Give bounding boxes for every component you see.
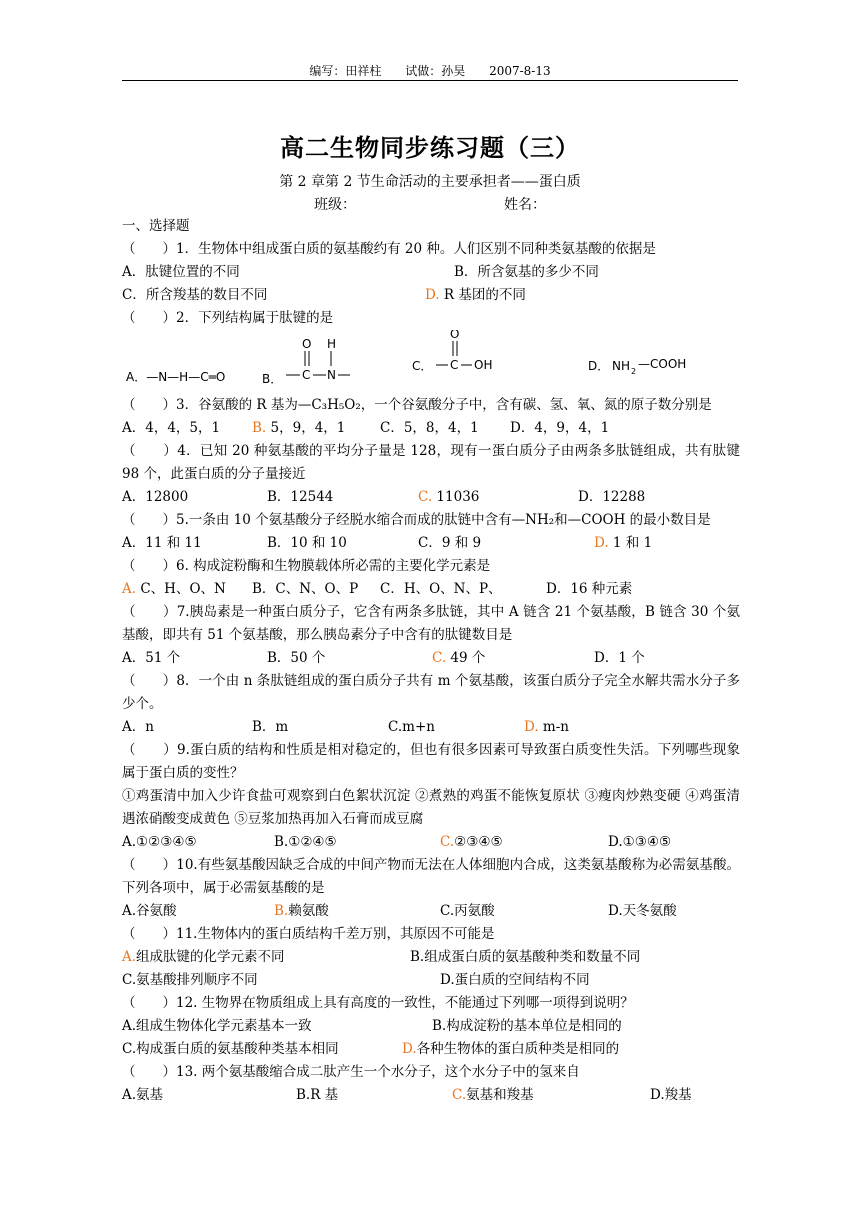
q7-answer-letter: C.: [432, 650, 447, 666]
q9-option-a: A.①②③④⑤: [122, 834, 197, 850]
q9-option-b: B.①②④⑤: [274, 834, 337, 850]
q7-option-d: D．1 个: [594, 650, 645, 666]
q12-answer-letter: D.: [402, 1041, 417, 1057]
q4-options: [122, 486, 740, 509]
q11-option-d: D.蛋白质的空间结构不同: [440, 972, 590, 988]
class-label: 班级：: [314, 197, 356, 213]
q6-stem: （ ）6. 构成淀粉酶和生物膜载体所必需的主要化学元素是: [122, 558, 491, 574]
q2-b-nitrogen: N: [327, 368, 336, 382]
q1-options-row1: [122, 261, 740, 284]
q12-option-b: B.构成淀粉的基本单位是相同的: [432, 1018, 622, 1034]
q2-b-oxygen: O: [302, 337, 312, 351]
q10-option-d: D.天冬氨酸: [608, 903, 677, 919]
q2-d-carboxyl: —COOH: [638, 357, 687, 371]
q13-option-c: C.氨基和羧基: [452, 1087, 534, 1103]
header-tester: 试做：孙昊: [405, 64, 466, 78]
page-header: [122, 62, 738, 80]
q5-option-d: D. 1 和 1: [594, 535, 653, 551]
q10-option-a: A.谷氨酸: [122, 903, 177, 919]
q12-option-a: A.组成生物体化学元素基本一致: [122, 1018, 312, 1034]
q2-option-d-label: D．: [588, 359, 610, 373]
header-divider: [122, 80, 738, 81]
q4-stem: （ ）4．已知 20 种氨基酸的平均分子量是 128，现有一蛋白质分子由两条多肽链组成，共有肽键 98 个，此蛋白质的分子量接近: [122, 443, 740, 482]
q13-option-d: D.羧基: [650, 1087, 692, 1103]
q9-phenomena: ①鸡蛋清中加入少许食盐可观察到白色絮状沉淀 ②煮熟的鸡蛋不能恢复原状 ③瘦肉炒熟变硬 ④鸡蛋清遇浓硝酸变成黄色 ⑤豆浆加热再加入石膏而成豆腐: [122, 788, 740, 827]
q2-option-b-label: B．: [262, 372, 283, 386]
q11-options-row2: [122, 969, 740, 992]
q8-option-a: A．n: [122, 719, 154, 735]
q2-d-subscript: 2: [631, 367, 637, 376]
q4-option-d: D．12288: [578, 489, 646, 505]
q4-option-a: A．12800: [122, 489, 189, 505]
page-title: 高二生物同步练习题（三）: [280, 133, 580, 162]
name-label: 姓名：: [504, 197, 546, 213]
q7-option-b: B．50 个: [267, 650, 326, 666]
q4-option-b: B．12544: [267, 489, 334, 505]
q3-option-a: A．4，4，5，1: [122, 420, 221, 436]
q1-option-b: B．所含氨基的多少不同: [454, 264, 599, 280]
q6-option-c: C．H、O、N、P、: [380, 581, 502, 597]
q5-options: [122, 532, 740, 555]
question-list: [122, 215, 740, 1107]
q11-option-c: C.氨基酸排列顺序不同: [122, 972, 258, 988]
q11-options-row1: [122, 946, 740, 969]
q7-stem: （ ）7.胰岛素是一种蛋白质分子，它含有两条多肽链，其中 A 链含 21 个氨基酸，B 链含 30 个氨基酸，即共有 51 个氨基酸，那么胰岛素分子中含有的肽键数目是: [122, 604, 740, 643]
q12-options-row1: [122, 1015, 740, 1038]
q2-option-c-label: C．: [412, 359, 433, 373]
q3-option-c: C．5，8，4，1: [380, 420, 479, 436]
q1-answer-letter: D.: [425, 287, 440, 303]
q2-structure-diagrams: [122, 330, 740, 394]
q13-option-b: B.R 基: [296, 1087, 339, 1103]
q5-answer-letter: D.: [594, 535, 609, 551]
q9-answer-letter: C.: [440, 834, 455, 850]
q3-answer-letter: B.: [252, 420, 267, 436]
q13-option-a: A.氨基: [122, 1087, 164, 1103]
q2-b-carbon: C: [302, 368, 311, 382]
q7-options: [122, 647, 740, 670]
q2-option-a: A．—N—H—C═O: [126, 370, 226, 384]
q12-option-c: C.构成蛋白质的氨基酸种类基本相同: [122, 1041, 339, 1057]
q5-stem: （ ）5.一条由 10 个氨基酸分子经脱水缩合而成的肽链中含有—NH₂和—COOH 的最小数目是: [122, 512, 711, 528]
q3-options: [122, 417, 740, 440]
q5-option-c: C．9 和 9: [418, 535, 482, 551]
q4-answer-letter: C.: [418, 489, 433, 505]
q6-option-a: A. C、H、O、N: [122, 581, 226, 597]
q13-stem: （ ）13. 两个氨基酸缩合成二肽产生一个水分子，这个水分子中的氢来自: [122, 1064, 580, 1080]
q10-answer-letter: B.: [274, 903, 289, 919]
header-date: 2007-8-13: [489, 64, 551, 78]
page-subtitle: 第 2 章第 2 节生命活动的主要承担者——蛋白质: [279, 174, 581, 190]
q2-structure-options: [122, 330, 740, 394]
q10-option-c: C.丙氨酸: [440, 903, 495, 919]
section-heading: 一、选择题: [122, 218, 190, 234]
q6-options: [122, 578, 740, 601]
q9-stem: （ ）9.蛋白质的结构和性质是相对稳定的，但也有很多因素可导致蛋白质变性失活。下列哪些现象属于蛋白质的变性？: [122, 742, 740, 781]
q3-stem: （ ）3．谷氨酸的 R 基为—C₃H₅O₂，一个谷氨酸分子中，含有碳、氢、氧、氮的原子数分别是: [122, 397, 712, 413]
q10-stem: （ ）10.有些氨基酸因缺乏合成的中间产物而无法在人体细胞内合成，这类氨基酸称为必需氨基酸。下列各项中，属于必需氨基酸的是: [122, 857, 740, 896]
q2-c-carbon: C: [450, 358, 459, 372]
q1-option-d: D. R 基团的不同: [425, 287, 526, 303]
q8-option-b: B．m: [252, 719, 289, 735]
q11-option-b: B.组成蛋白质的氨基酸种类和数量不同: [410, 949, 641, 965]
q2-c-hydroxyl: OH: [474, 358, 493, 372]
q12-stem: （ ）12. 生物界在物质组成上具有高度的一致性，不能通过下列哪一项得到说明？: [122, 995, 634, 1011]
q12-options-row2: [122, 1038, 740, 1061]
q9-option-d: D.①③④⑤: [608, 834, 672, 850]
q11-stem: （ ）11.生物体内的蛋白质结构千差万别，其原因不可能是: [122, 926, 495, 942]
q10-options: [122, 900, 740, 923]
q1-options-row2: [122, 284, 740, 307]
q8-options: [122, 716, 740, 739]
q7-option-c: C. 49 个: [432, 650, 486, 666]
q11-option-a: A.组成肽键的化学元素不同: [122, 949, 285, 965]
q8-answer-letter: D.: [524, 719, 539, 735]
q6-answer-letter: A.: [122, 581, 137, 597]
q6-option-d: D．16 种元素: [546, 581, 633, 597]
q1-option-c: C．所含羧基的数目不同: [122, 287, 268, 303]
header-author: 编写：田祥柱: [309, 64, 382, 78]
q9-options: [122, 831, 740, 854]
q2-stem: （ ）2．下列结构属于肽键的是: [122, 310, 334, 326]
q8-option-d: D. m-n: [524, 719, 569, 735]
q8-stem: （ ）8．一个由 n 条肽链组成的蛋白质分子共有 m 个氨基酸，该蛋白质分子完全水解共需水分子多少个。: [122, 673, 740, 712]
q1-stem: （ ）1．生物体中组成蛋白质的氨基酸约有 20 种。人们区别不同种类氨基酸的依据是: [122, 241, 656, 257]
q7-option-a: A．51 个: [122, 650, 181, 666]
q1-option-a: A．肽键位置的不同: [122, 264, 240, 280]
q9-option-c: C.②③④⑤: [440, 834, 503, 850]
q5-option-b: B．10 和 10: [267, 535, 347, 551]
q3-option-d: D．4，9，4，1: [510, 420, 610, 436]
q10-option-b: B.赖氨酸: [274, 903, 329, 919]
q13-options: [122, 1084, 740, 1107]
q11-answer-letter: A.: [122, 949, 137, 965]
q2-b-hydrogen: H: [327, 337, 337, 351]
q8-option-c: C.m+n: [388, 719, 435, 735]
q4-option-c: C. 11036: [418, 489, 480, 505]
q3-option-b: B. 5，9，4，1: [252, 420, 346, 436]
q13-answer-letter: C.: [452, 1087, 467, 1103]
q12-option-d: D.各种生物体的蛋白质种类是相同的: [402, 1041, 620, 1057]
q5-option-a: A．11 和 11: [122, 535, 202, 551]
q2-c-oxygen: O: [450, 330, 460, 341]
q2-d-amino: NH: [612, 359, 630, 373]
q6-option-b: B．C、N、O、P: [252, 581, 359, 597]
